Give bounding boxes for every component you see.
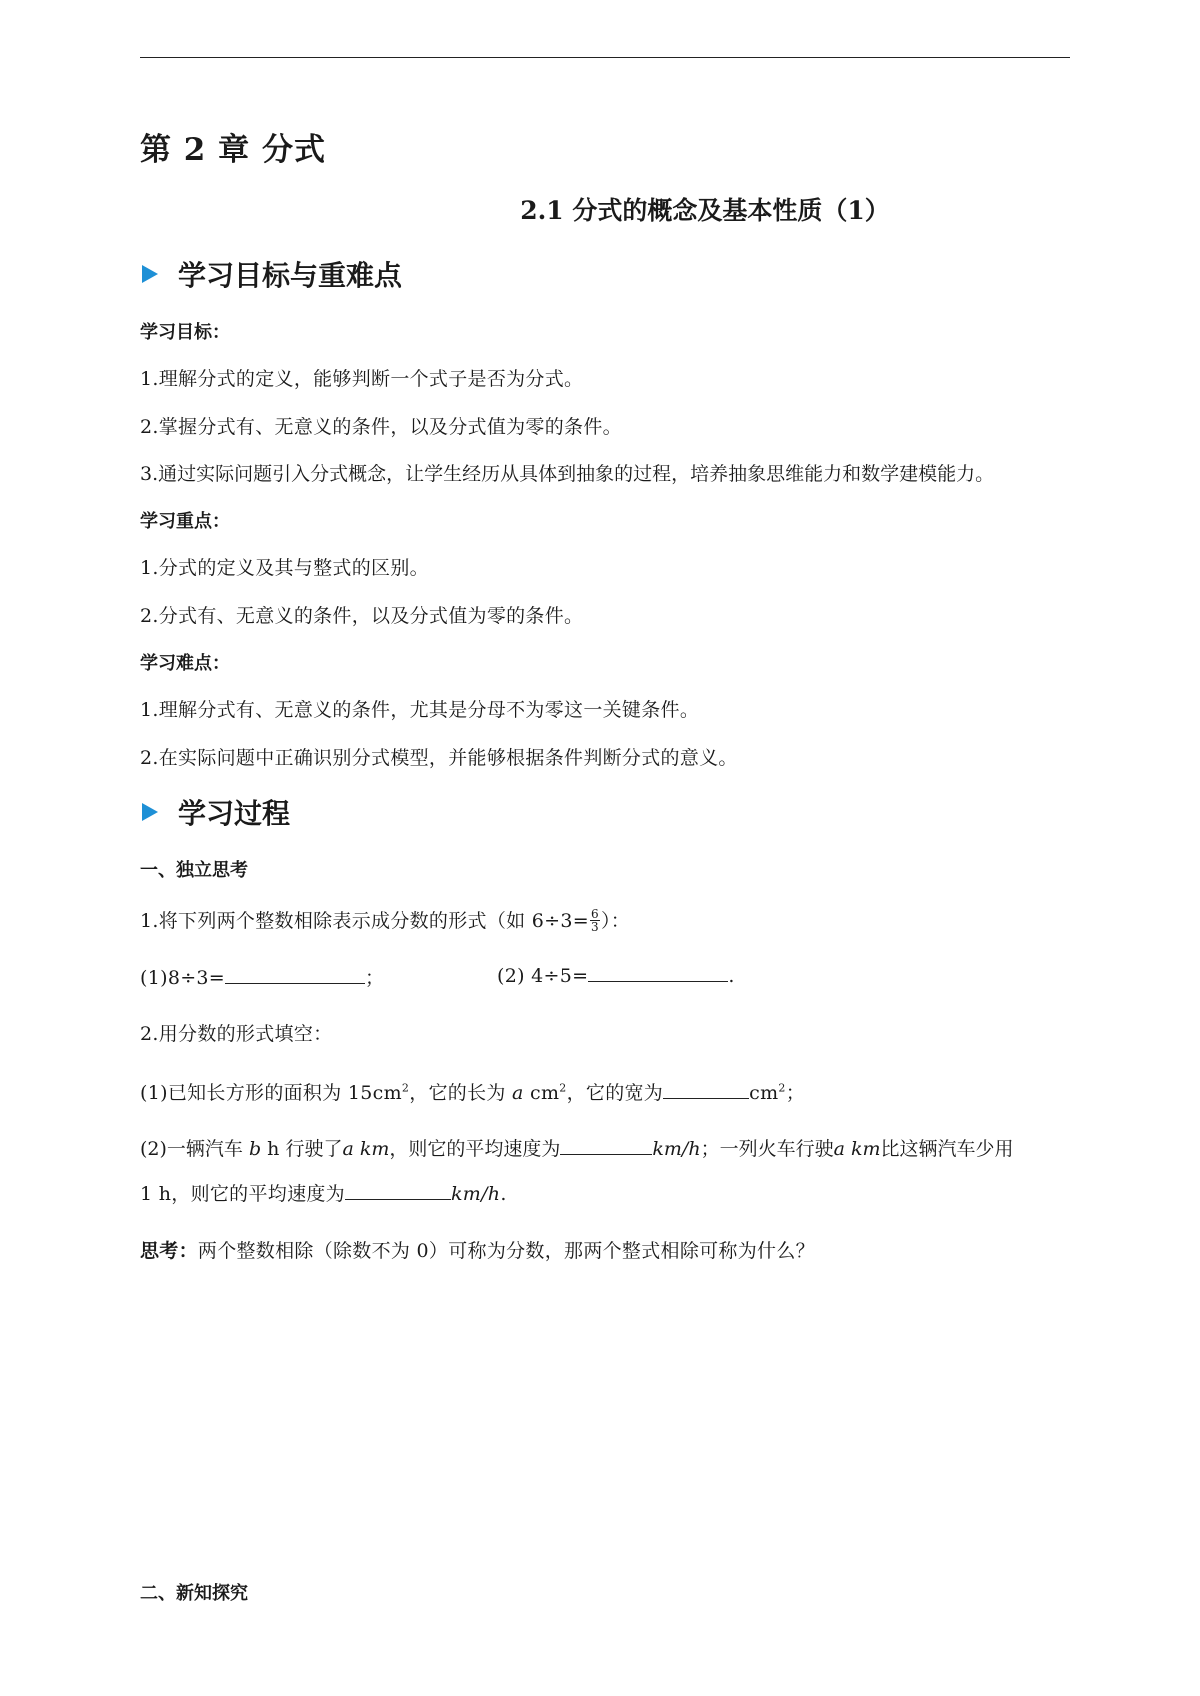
math-variable: a: [512, 1082, 524, 1104]
answer-blank[interactable]: [588, 963, 728, 982]
key-label: 学习重点：: [140, 511, 230, 532]
question-1b-text: (2) 4÷5=: [497, 965, 589, 987]
q2b-text: ，则它的平均速度为: [389, 1138, 561, 1160]
question-1-text: 1.将下列两个整数相除表示成分数的形式（如 6÷3=: [140, 910, 589, 932]
header-rule: [140, 57, 1070, 58]
chapter-title: 第 2 章 分式: [140, 132, 326, 168]
q2a-text: (1)已知长方形的面积为 15cm: [140, 1082, 402, 1104]
q2b-text: 1 h，则它的平均速度为: [140, 1183, 345, 1205]
section-title: 2.1 分式的概念及基本性质（1）: [520, 196, 890, 225]
q2b-text: .: [500, 1183, 507, 1205]
triangle-bullet-icon: [142, 803, 158, 821]
question-2b-line1: [140, 1134, 1014, 1161]
heading-goals-text: 学习目标与重难点: [178, 259, 403, 292]
q2a-text: ，它的长为: [409, 1082, 513, 1104]
q2a-text: ，它的宽为: [566, 1082, 664, 1104]
goal-item: 3.通过实际问题引入分式概念，让学生经历从具体到抽象的过程，培养抽象思维能力和数学建模能力。: [140, 463, 995, 485]
goal-item: 2.掌握分式有、无意义的条件，以及分式值为零的条件。: [140, 416, 622, 438]
goals-label: 学习目标：: [140, 322, 230, 343]
q2b-text: 比这辆汽车少用: [880, 1138, 1014, 1160]
question-2b-line2: [140, 1179, 507, 1206]
heading-process-text: 学习过程: [178, 797, 291, 830]
answer-blank[interactable]: [663, 1080, 749, 1099]
question-2-intro: 2.用分数的形式填空：: [140, 1023, 333, 1045]
math-unit: km/h: [652, 1138, 701, 1160]
q2a-text: cm: [749, 1082, 779, 1104]
think-prompt: [140, 1236, 815, 1263]
answer-blank[interactable]: [225, 965, 365, 984]
math-variable: b: [248, 1138, 262, 1160]
question-1a-end: ；: [365, 967, 385, 989]
fraction: [590, 908, 600, 933]
fraction-denominator: 3: [591, 919, 599, 934]
question-1: [140, 906, 630, 935]
superscript: 2: [778, 1081, 786, 1095]
math-variable: a km: [342, 1138, 390, 1160]
difficult-label: 学习难点：: [140, 653, 230, 674]
goal-item: 1.理解分式的定义，能够判断一个式子是否为分式。: [140, 368, 584, 390]
question-1a-text: (1)8÷3=: [140, 967, 226, 989]
math-unit: km/h: [450, 1183, 501, 1205]
key-item: 1.分式的定义及其与整式的区别。: [140, 557, 429, 579]
key-item: 2.分式有、无意义的条件，以及分式值为零的条件。: [140, 605, 584, 627]
heading-goals: [140, 254, 402, 294]
q2a-text: cm: [523, 1082, 560, 1104]
difficult-item: 1.理解分式有、无意义的条件，尤其是分母不为零这一关键条件。: [140, 699, 700, 721]
q2b-text: (2)一辆汽车: [140, 1138, 249, 1160]
question-1b: [497, 963, 735, 987]
question-1b-end: .: [728, 965, 735, 987]
triangle-bullet-icon: [142, 265, 158, 283]
document-page: [140, 0, 1070, 1696]
think-text: 两个整数相除（除数不为 0）可称为分数，那两个整式相除可称为什么？: [197, 1240, 815, 1262]
subsection-independent-thinking: 一、独立思考: [140, 860, 248, 881]
answer-blank[interactable]: [560, 1136, 652, 1155]
q2b-text: ；一列火车行驶: [700, 1138, 834, 1160]
question-1-suffix: ）：: [600, 910, 631, 932]
math-variable: a km: [833, 1138, 881, 1160]
q2b-text: h 行驶了: [261, 1138, 343, 1160]
think-label: 思考：: [140, 1240, 198, 1262]
question-2a: [140, 1078, 805, 1105]
superscript: 2: [401, 1081, 410, 1095]
difficult-item: 2.在实际问题中正确识别分式模型，并能够根据条件判断分式的意义。: [140, 747, 738, 769]
subsection-new-knowledge: 二、新知探究: [140, 1583, 248, 1604]
question-1a: [140, 963, 384, 990]
fraction-numerator: 6: [591, 906, 599, 921]
answer-blank[interactable]: [345, 1181, 451, 1200]
superscript: 2: [559, 1081, 567, 1095]
q2a-text: ；: [785, 1082, 806, 1104]
heading-process: [140, 792, 290, 832]
